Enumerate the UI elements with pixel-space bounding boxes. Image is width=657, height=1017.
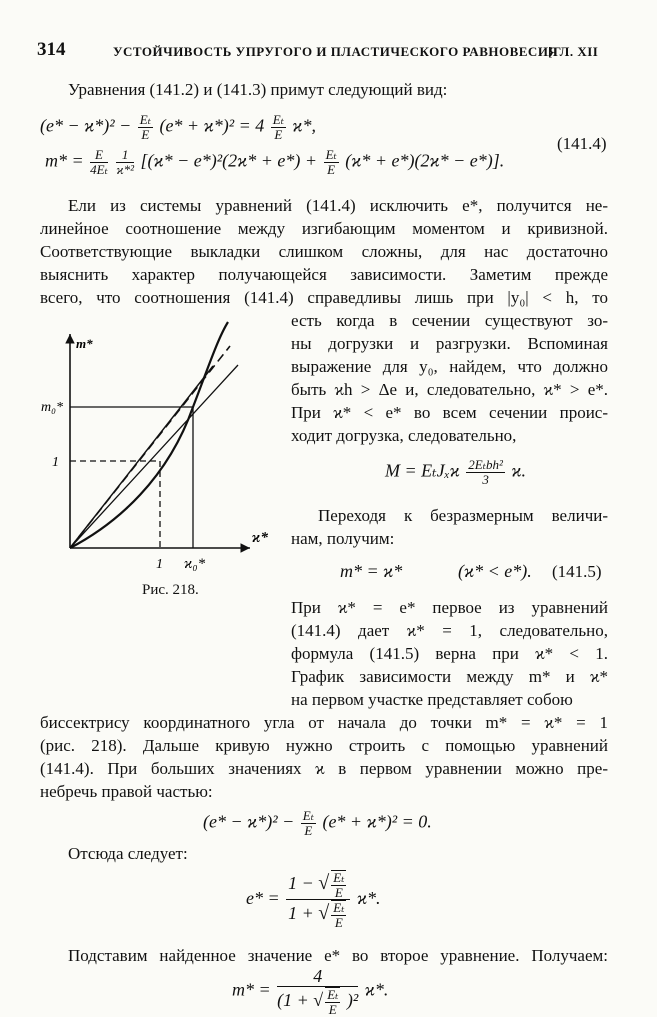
figure-caption: Рис. 218. — [142, 582, 199, 598]
equation-141-4-line1: (e* − ϰ*)² − $\frac{\text{Eₜ}}{E}$ (e* + ϰ*)² = 4 $\frac{\text{Eₜ}}{E}$ ϰ*, — [40, 112, 317, 142]
tangent-line — [70, 366, 213, 548]
para4-line4: График зависимости между m* и ϰ* — [291, 667, 608, 686]
equation-number-141-5: (141.5) — [552, 562, 602, 581]
main-curve — [70, 322, 228, 548]
equation-141-4-line2: m* = $\frac{E}{\text{4Eₜ}}$ $\frac{1}{\text{ϰ*²}}$ [(ϰ* − e*)²(2ϰ* + e*) + $\frac{\text{Eₜ}}{E}$ (ϰ* + e*)(2ϰ* − e*)]. — [45, 147, 505, 177]
one-x-tick-label: 1 — [156, 557, 163, 572]
para2-line3: выражение для y₀, найдем, что должно — [291, 357, 608, 376]
para1-line3: Соответствующие выкладки слишком сложны, для нас достаточно — [40, 242, 608, 261]
para2-line1: есть когда в сечении существуют зо- — [291, 311, 608, 330]
para3-line1: Переходя к безразмерным величи- — [318, 506, 608, 525]
para2-line5: При ϰ* < e* во всем сечении проис- — [291, 403, 608, 422]
equation-M: M = EₜJₓϰ $\frac{\text{2Eₜbh²}}{3}$ ϰ. — [385, 457, 526, 487]
follows-line: Отсюда следует: — [68, 844, 188, 863]
equation-141-5: m* = ϰ* — [340, 561, 403, 581]
para1-line2: линейное соотношение между изгибающим моментом и кривизной. — [40, 219, 608, 238]
y-axis-label: m* — [76, 336, 93, 351]
x-axis-label: ϰ* — [252, 530, 268, 546]
figure-218 — [38, 318, 288, 603]
para5-line2: (рис. 218). Дальше кривую нужно строить с помощью уравнений — [40, 736, 608, 755]
para1-line5: всего, что соотношения (141.4) справедливы лишь при |y₀| < h, то — [40, 288, 608, 307]
k0-tick-label: ϰ₀* — [184, 556, 206, 572]
equation-2: (e* − ϰ*)² − $\frac{\text{Eₜ}}{E}$ (e* + ϰ*)² = 0. — [203, 808, 432, 838]
para5-line4: небречь правой частью: — [40, 782, 213, 801]
para2-line2: ны догрузки и разгрузки. Вспоминая — [291, 334, 608, 353]
para1-line4: выяснить характер получающейся зависимости. Заметим прежде — [40, 265, 608, 284]
m0-tick-label: m₀* — [41, 400, 63, 415]
chapter-label: [ГЛ. XII — [548, 44, 599, 59]
para2-line4: быть ϰh > Δe и, следовательно, ϰ* > e*. — [291, 380, 608, 399]
intro-line: Уравнения (141.2) и (141.3) примут следующий вид: — [68, 80, 448, 99]
para4-line2: (141.4) дает ϰ* = 1, следовательно, — [291, 621, 608, 640]
equation-4: m* = 4 (1 + √ $\frac{\text{Eₜ}}{E}$ )² ϰ*. — [232, 966, 389, 1017]
para4-line3: формула (141.5) верна при ϰ* < 1. — [291, 644, 608, 663]
running-title: УСТОЙЧИВОСТЬ УПРУГОГО И ПЛАСТИЧЕСКОГО РАВНОВЕСИЯ — [113, 44, 559, 59]
equation-number-141-4: (141.4) — [557, 134, 607, 153]
para5-line3: (141.4). При больших значениях ϰ в первом уравнении можно пре- — [40, 759, 608, 778]
secant-line — [70, 365, 238, 548]
para2-line6: ходит догрузка, следовательно, — [291, 426, 517, 445]
page-number: 314 — [37, 39, 66, 60]
para4-line1: При ϰ* = e* первое из уравнений — [291, 598, 608, 617]
one-y-tick-label: 1 — [52, 455, 59, 470]
equation-141-5-condition: (ϰ* < e*). — [458, 561, 532, 581]
para1-line1: Ели из системы уравнений (141.4) исключить e*, получится не- — [68, 196, 608, 215]
equation-3: e* = 1 − √ $\frac{\text{Eₜ}}{E}$ 1 + √ $\frac{\text{Eₜ}}{E}$ ϰ*. — [246, 870, 381, 930]
para4-line5: на первом участке представляет собою — [291, 690, 573, 709]
para6: Подставим найденное значение e* во второе уравнение. Получаем: — [68, 946, 608, 965]
para3-line2: нам, получим: — [291, 529, 395, 548]
para5-line1: биссектрису координатного угла от начала до точки m* = ϰ* = 1 — [40, 713, 608, 732]
